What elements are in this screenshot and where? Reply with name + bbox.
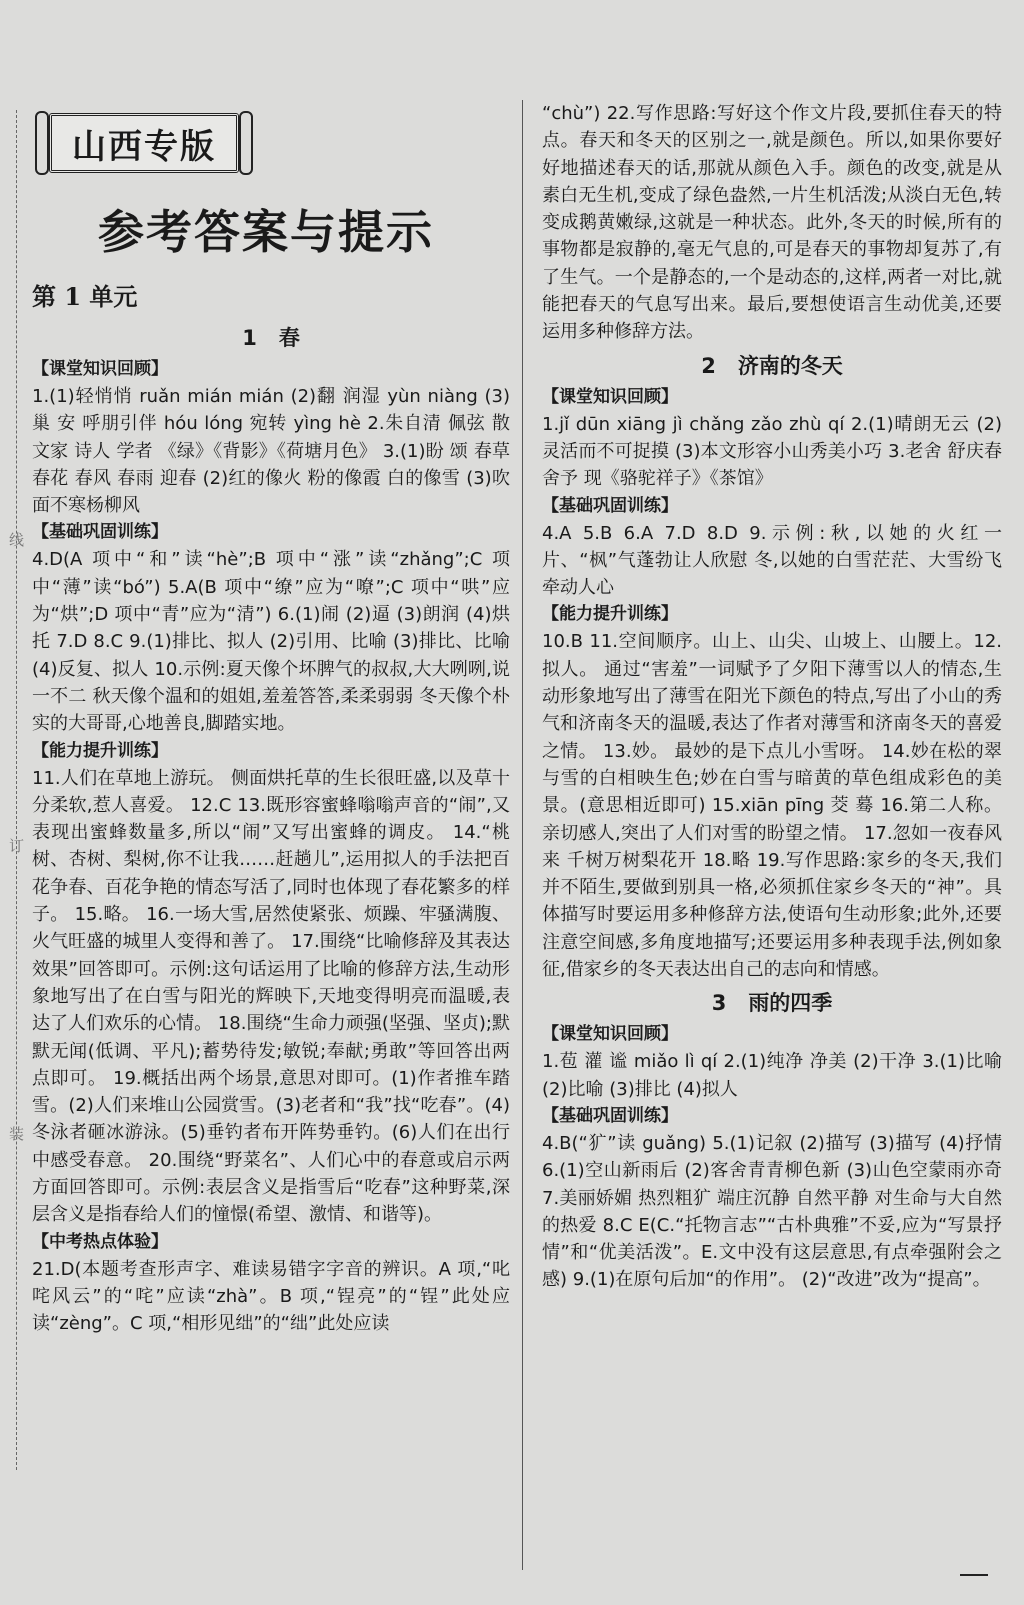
lesson-heading <box>542 985 1002 1021</box>
section-heading: 【中考热点体验】 <box>32 1231 168 1252</box>
page-title: 参考答案与提示 <box>98 205 434 259</box>
lesson-title: 济南的冬天 <box>737 353 843 378</box>
answer-text: 1.苞 灌 谧 miǎo lì qí 2.(1)纯净 净美 (2)干净 3.(1)比喻 (2)比喻 (3)排比 (4)拟人 <box>542 1051 1002 1100</box>
edition-banner <box>33 108 255 178</box>
scroll-left-icon <box>35 111 49 175</box>
section-heading: 【能力提升训练】 <box>32 740 168 761</box>
answer-text: 11.人们在草地上游玩。 侧面烘托草的生长很旺盛,以及草十分柔软,惹人喜爱。 12.C 13.既形容蜜蜂嗡嗡声音的“闹”,又表现出蜜蜂数量多,所以“闹”又写出蜜蜂的调皮。 14.“桃树、杏树、梨树,你不让我……赶趟儿”,运用拟人的手法把百花争春、百花争艳的情态写活了,同时也体现了春花繁多的样子。 15.略。 16.一场大雪,居然使紧张、烦躁、牢骚满腹、火气旺盛的城里人变得和善了。 17.围绕“比喻修辞及其表达效果”回答即可。示例:这句话运用了比喻的修辞方法,生动形象地写出了在白雪与阳光的辉映下,天地变得明亮而温暖,表达了人们欢乐的心情。 18.围绕“生命力顽强(坚强、坚贞);默默无闻(低调、平凡);蓄势待发;敏锐;奉献;勇敢”等回答出两点即可。 19.概括出两个场景,意思对即可。(1)作者推车踏雪。(2)人们来堆山公园赏雪。(3)老者和“我”找“吃春”。(4)冬泳者砸冰游泳。(5)垂钓者布开阵势垂钓。(6)人们在出行中感受春意。 20.围绕“野菜名”、人们心中的春意或启示两方面回答即可。示例:表层含义是指雪后“吃春”这种野菜,深层含义是指春给人们的憧憬(希望、激情、和谐等)。 <box>32 767 510 1226</box>
lesson-number: 1 <box>242 326 257 350</box>
margin-mark-line: 线 <box>7 532 25 547</box>
margin-mark-bind: 订 <box>7 838 25 853</box>
margin-mark-fold: 装 <box>7 1126 25 1141</box>
right-column <box>542 100 1002 1294</box>
column-divider <box>522 100 523 1570</box>
section-heading: 【课堂知识回顾】 <box>32 359 168 379</box>
unit-title: 第 1 单元 <box>32 282 138 311</box>
left-column <box>32 280 510 1338</box>
scroll-right-icon <box>239 111 253 175</box>
section-heading: 【课堂知识回顾】 <box>542 386 678 407</box>
section-heading: 【基础巩固训练】 <box>32 522 168 543</box>
section-heading: 【基础巩固训练】 <box>542 1105 678 1126</box>
lesson-heading <box>32 320 510 356</box>
binding-line <box>16 110 17 1470</box>
section-heading: 【基础巩固训练】 <box>542 495 678 516</box>
answer-text: 21.D(本题考查形声字、难读易错字字音的辨识。A 项,“叱咤风云”的“咤”应读“zhà”。B 项,“锃亮”的“锃”此处应读“zèng”。C 项,“相形见绌”的“绌”此处应读 <box>32 1258 510 1335</box>
lesson-number: 2 <box>701 353 716 378</box>
answer-text: 10.B 11.空间顺序。山上、山尖、山坡上、山腰上。12.拟人。 通过“害羞”一词赋予了夕阳下薄雪以人的情态,生动形象地写出了薄雪在阳光下颜色的特点,写出了小山的秀气和济南冬天的温暖,表达了作者对薄雪和济南冬天的喜爱之情。 13.妙。 最妙的是下点儿小雪呀。 14.妙在松的翠与雪的白相映生色;妙在白雪与暗黄的草色组成彩色的美景。(意思相近即可) 15.xiān pīng 茭 蓦 16.第二人称。 亲切感人,突出了人们对雪的盼望之情。 17.忽如一夜春风来 千树万树梨花开 18.略 19.写作思路:家乡的冬天,我们并不陌生,要做到别具一格,必须抓住家乡冬天的“神”。具体描写时要运用多种修辞方法,使语句生动形象;此外,还要注意空间感,多角度地描写;还要运用多种表现手法,例如象征,借家乡的冬天表达出自己的志向和情感。 <box>542 631 1002 981</box>
answer-text: 1.jǐ dūn xiāng jì chǎng zǎo zhù qí 2.(1)晴朗无云 (2)灵活而不可捉摸 (3)本文形容小山秀美小巧 3.老舍 舒庆春 舍予 现《骆驼祥子》《茶馆》 <box>542 413 1002 490</box>
lesson-title: 春 <box>278 326 300 350</box>
answer-text-continued: “chù”) 22.写作思路:写好这个作文片段,要抓住春天的特点。春天和冬天的区别之一,就是颜色。所以,如果你要好好地描述春天的话,那就从颜色入手。颜色的改变,就是从素白无生机,变成了绿色盎然,一片生机活泼;从淡白无色,转变成鹅黄嫩绿,这就是一种状态。此外,冬天的时候,所有的事物都是寂静的,毫无气息的,可是春天的事物却复苏了,有了生气。一个是静态的,一个是动态的,这样,两者一对比,就能把春天的气息写出来。最后,要想使语言生动优美,还要运用多种修辞方法。 <box>542 103 1002 343</box>
section-heading: 【课堂知识回顾】 <box>542 1024 678 1045</box>
answer-text: 4.A 5.B 6.A 7.D 8.D 9.示例:秋,以她的火红一片、“枫”气蓬勃让人欣慰 冬,以她的白雪茫茫、大雪纷飞牵动人心 <box>542 522 1002 599</box>
section-heading: 【能力提升训练】 <box>542 604 678 625</box>
lesson-title: 雨的四季 <box>748 991 833 1016</box>
answer-text: 4.D(A 项中“和”读“hè”;B 项中“涨”读“zhǎng”;C 项中“薄”读“bó”) 5.A(B 项中“缭”应为“嘹”;C 项中“哄”应为“烘”;D 项中“青”应为“清”) 6.(1)闹 (2)逼 (3)朗润 (4)烘托 7.D 8.C 9.(1)排比、拟人 (2)引用、比喻 (3)排比、比喻 (4)反复、拟人 10.示例:夏天像个坏脾气的叔叔,大大咧咧,说一不二 秋天像个温和的姐姐,羞羞答答,柔柔弱弱 冬天像个朴实的大哥哥,心地善良,脚踏实地。 <box>32 549 510 735</box>
answer-text: 4.B(“犷”读 guǎng) 5.(1)记叙 (2)描写 (3)描写 (4)抒情 6.(1)空山新雨后 (2)客舍青青柳色新 (3)山色空蒙雨亦奇 7.美丽娇媚 热烈粗犷 端庄沉静 自然平静 对生命与大自然的热爱 8.C E(C.“托物言志”“古朴典雅”不妥,应为“写景抒情”和“优美活泼”。E.文中没有这层意思,有点牵强附会之感) 9.(1)在原句后加“的作用”。 (2)“改进”改为“提高”。 <box>542 1132 1002 1291</box>
page-number-rule <box>960 1574 988 1576</box>
lesson-number: 3 <box>711 991 727 1016</box>
edition-label: 山西专版 <box>72 126 216 167</box>
lesson-heading <box>542 348 1002 384</box>
answer-text: 1.(1)轻悄悄 ruǎn mián mián (2)翻 润湿 yùn niàng (3)巢 安 呼朋引伴 hóu lóng 宛转 yìng hè 2.朱自清 佩弦 散文家 诗人 学者 《绿》《背影》《荷塘月色》 3.(1)盼 颂 春草 春花 春风 春雨 迎春 (2)红的像火 粉的像霞 白的像雪 (3)吹面不寒杨柳风 <box>32 386 510 517</box>
